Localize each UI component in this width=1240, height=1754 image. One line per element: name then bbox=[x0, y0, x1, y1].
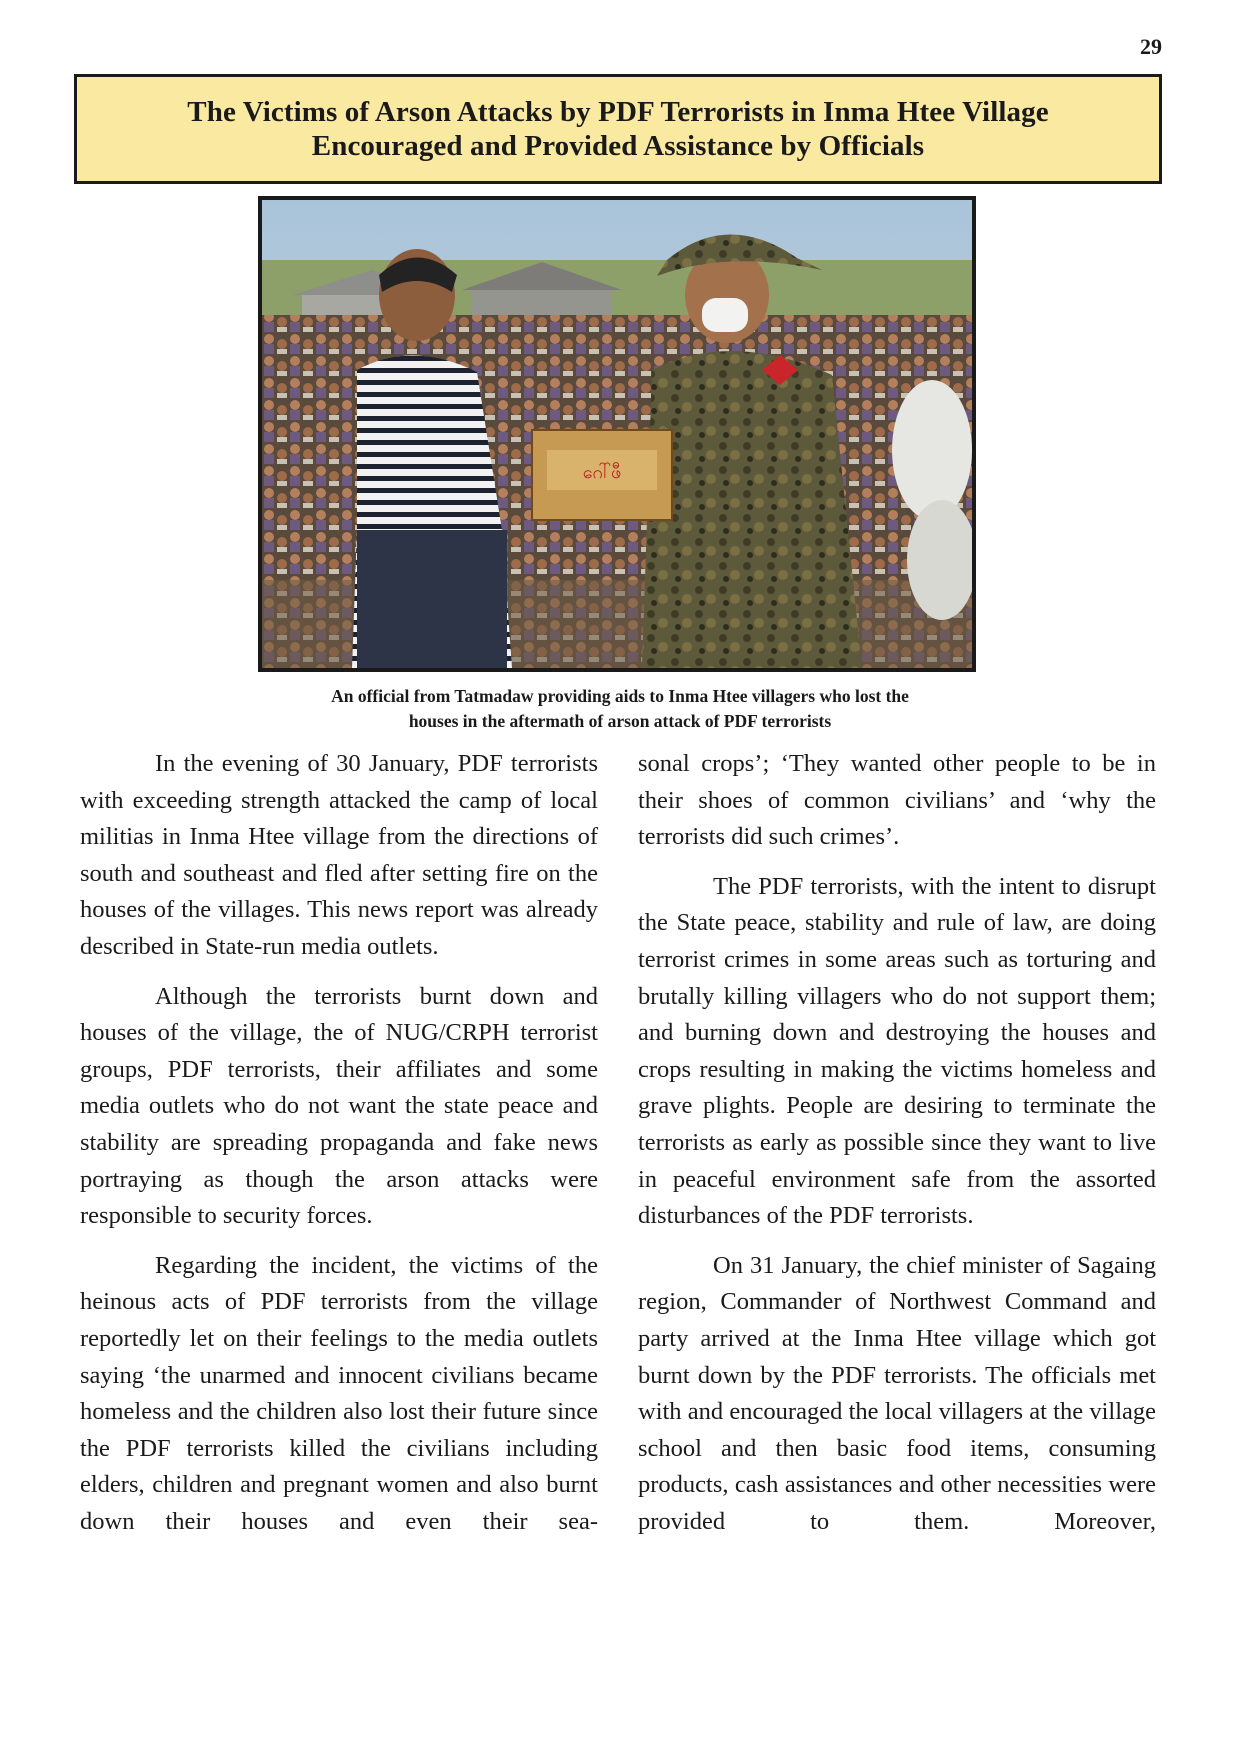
left-column bbox=[80, 746, 598, 1553]
right-column bbox=[638, 746, 1156, 1553]
right-paragraph-3: On 31 January, the chief minister of Sagaing region, Commander of Northwest Command and party arrived at the Inma Htee village which got burnt down by the PDF terrorists. The officials met with and encouraged the local villagers at the village school and then basic food items, consuming products, cash assistances and other necessities were provided to them. Moreover, bbox=[638, 1251, 1156, 1535]
box-label: ဂေါ်ဖီ bbox=[582, 462, 622, 483]
photo-caption bbox=[200, 684, 1040, 734]
page-number: 29 bbox=[1140, 34, 1162, 59]
photo-caption-line-2: houses in the aftermath of arson attack of PDF terrorists bbox=[408, 711, 832, 731]
photo-caption-line-1: An official from Tatmadaw providing aids to Inma Htee villagers who lost the bbox=[331, 686, 909, 706]
article-title-box bbox=[74, 74, 1162, 184]
left-paragraph-2: Although the terrorists burnt down and houses of the village, the of NUG/CRPH terrorist groups, PDF terrorists, their affiliates and some media outlets who do not want the state peace and stability are spreading propaganda and fake news portraying as though the arson attacks were responsible to security forces. bbox=[80, 982, 598, 1230]
photo-illustration bbox=[262, 200, 972, 668]
article-title-line-2: Encouraged and Provided Assistance by Officials bbox=[311, 130, 925, 162]
right-paragraph-1: sonal crops’; ‘They wanted other people to be in their shoes of common civilians’ and ‘why the terrorists did such crimes’. bbox=[638, 750, 1156, 851]
article-title-line-1: The Victims of Arson Attacks by PDF Terrorists in Inma Htee Village bbox=[187, 96, 1049, 128]
news-photo bbox=[258, 196, 976, 672]
right-paragraph-2: The PDF terrorists, with the intent to disrupt the State peace, stability and rule of law, are doing terrorist crimes in some areas such as torturing and brutally killing villagers who do not support them; and burning down and destroying the houses and crops resulting in making the victims homeless and grave plights. People are desiring to terminate the terrorists as early as possible since they want to live in peaceful environment safe from the assorted disturbances of the PDF terrorists. bbox=[638, 872, 1156, 1230]
left-paragraph-1: In the evening of 30 January, PDF terrorists with exceeding strength attacked the camp of local militias in Inma Htee village from the directions of south and southeast and fled after setting fire on the houses of the villages. This news report was already described in State-run media outlets. bbox=[80, 750, 598, 960]
left-paragraph-3: Regarding the incident, the victims of the heinous acts of PDF terrorists from the village reportedly let on their feelings to the media outlets saying ‘the unarmed and innocent civilians became homeless and the children also lost their future since the PDF terrorists killed the civilians including elders, children and pregnant women and also burnt down their houses and even their sea- bbox=[80, 1251, 598, 1535]
